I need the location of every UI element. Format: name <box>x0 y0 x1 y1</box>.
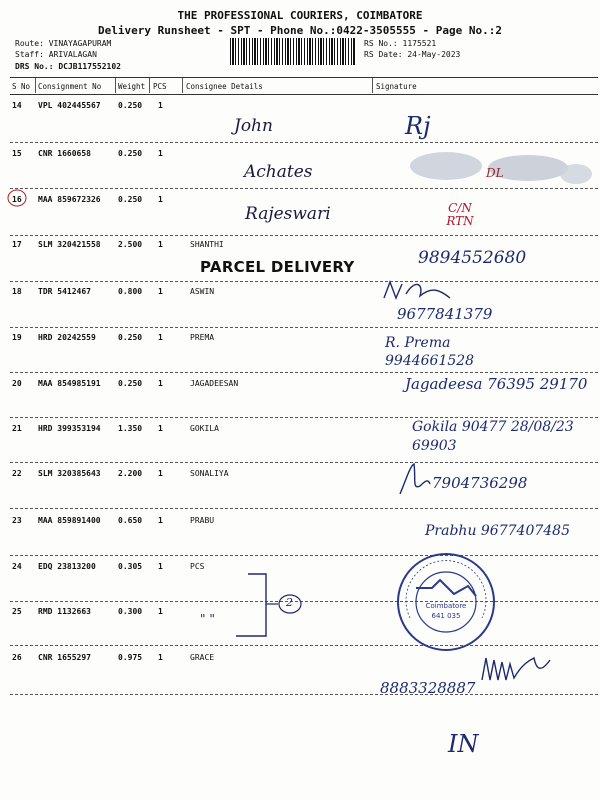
row-sno: 19 <box>12 333 22 342</box>
row-pcs: 1 <box>158 333 163 342</box>
row-sno: 18 <box>12 287 22 296</box>
row-pcs: 1 <box>158 424 163 433</box>
row-weight: 1.350 <box>118 424 143 433</box>
barcode <box>230 38 356 65</box>
row-divider <box>10 235 598 236</box>
signature-phone: R. Prema 9944661528 <box>385 335 475 369</box>
row-pcs: 1 <box>158 562 163 571</box>
col-consignee: Consignee Details <box>186 82 263 91</box>
page-initial-mark: IN <box>448 730 479 758</box>
row-divider <box>10 372 598 373</box>
signature-scrawl <box>394 460 434 500</box>
col-weight: Weight <box>118 82 146 91</box>
runsheet-subtitle: Delivery Runsheet - SPT - Phone No.:0422-3505555 - Page No.:2 <box>98 24 502 37</box>
col-divider <box>115 78 116 93</box>
row-pcs: 1 <box>158 195 163 204</box>
signature-phone: Gokila 90477 28/08/23 69903 <box>412 419 574 454</box>
row-divider <box>10 555 598 556</box>
row-sno: 15 <box>12 149 22 158</box>
row-consignment: HRD 20242559 <box>38 333 96 342</box>
row-consignment: CNR 1655297 <box>38 653 91 662</box>
row-consignment: RMD 1132663 <box>38 607 91 616</box>
row-pcs: 1 <box>158 469 163 478</box>
row-sno: 17 <box>12 240 22 249</box>
row-consignment: TDR 5412467 <box>38 287 91 296</box>
row-weight: 0.250 <box>118 195 143 204</box>
consignee-name: SHANTHI <box>190 240 224 249</box>
row-weight: 0.300 <box>118 607 143 616</box>
row-pcs: 1 <box>158 149 163 158</box>
row-divider <box>10 188 598 189</box>
col-consignment: Consignment No <box>38 82 102 91</box>
row-sno: 24 <box>12 562 22 571</box>
row-consignment: MAA 859891400 <box>38 516 101 525</box>
row-divider <box>10 142 598 143</box>
row-pcs: 1 <box>158 287 163 296</box>
signature-phone: 9677841379 <box>397 305 493 323</box>
row-weight: 0.250 <box>118 379 143 388</box>
table-top-rule <box>10 77 598 78</box>
signature-scrawl <box>380 276 460 306</box>
row-weight: 2.200 <box>118 469 143 478</box>
row-weight: 0.250 <box>118 333 143 342</box>
row-weight: 0.650 <box>118 516 143 525</box>
row-sno: 22 <box>12 469 22 478</box>
consignee-name: PREMA <box>190 333 215 342</box>
signature: Rj <box>405 112 431 140</box>
consignee-name: ASWIN <box>190 287 215 296</box>
row-consignment: MAA 854985191 <box>38 379 101 388</box>
col-sno: S No <box>12 82 31 91</box>
signature-scrawl <box>478 650 558 690</box>
row-pcs: 1 <box>158 516 163 525</box>
row-divider <box>10 462 598 463</box>
svg-text:Coimbatore: Coimbatore <box>425 602 467 610</box>
signature-phone: 7904736298 <box>432 474 528 492</box>
consignee-name: GOKILA <box>190 424 219 433</box>
row-divider <box>10 281 598 282</box>
row-sno: 26 <box>12 653 22 662</box>
row-consignment: MAA 859672326 <box>38 195 101 204</box>
row-pcs: 1 <box>158 653 163 662</box>
bracket-group-mark <box>228 570 314 642</box>
rs-number: RS No.: 1175521 <box>364 39 437 48</box>
company-title: THE PROFESSIONAL COURIERS, COIMBATORE <box>177 9 423 22</box>
signature-phone: 8883328887 <box>380 679 476 697</box>
row-sno: 25 <box>12 607 22 616</box>
row-divider <box>10 645 598 646</box>
handwritten-consignee: Achates <box>244 162 313 182</box>
col-divider <box>149 78 150 93</box>
table-bottom-rule <box>10 694 598 695</box>
consignee-name: PRABU <box>190 516 215 525</box>
consignee-name: SONALIYA <box>190 469 229 478</box>
col-divider <box>182 78 183 93</box>
row-consignment: HRD 399353194 <box>38 424 101 433</box>
handwritten-consignee: Rajeswari <box>245 204 331 224</box>
col-signature: Signature <box>376 82 417 91</box>
bracket-count: 2 <box>286 596 293 609</box>
row-pcs: 1 <box>158 607 163 616</box>
signature-phone: Jagadeesa 76395 29170 <box>405 375 588 393</box>
row-consignment: SLM 320421558 <box>38 240 101 249</box>
row-sno: 16 <box>12 195 22 204</box>
row-pcs: 1 <box>158 101 163 110</box>
signature-phone: 9894552680 <box>418 248 527 268</box>
handwritten-consignee: John <box>234 116 273 136</box>
staff-label: Staff: ARIVALAGAN <box>15 50 97 59</box>
row-pcs: 1 <box>158 240 163 249</box>
row-sno: 23 <box>12 516 22 525</box>
route-label: Route: VINAYAGAPURAM <box>15 39 112 48</box>
consignee-name: GRACE <box>190 653 215 662</box>
table-head-rule <box>10 94 598 95</box>
row-sno: 14 <box>12 101 22 110</box>
row-sno: 21 <box>12 424 22 433</box>
svg-text:641 035: 641 035 <box>431 612 461 620</box>
row-consignment: CNR 1660658 <box>38 149 91 158</box>
row-weight: 2.500 <box>118 240 143 249</box>
row-consignment: VPL 402445567 <box>38 101 101 110</box>
parcel-delivery-stamp: PARCEL DELIVERY <box>200 258 355 276</box>
col-divider <box>372 78 373 93</box>
rs-date: RS Date: 24-May-2023 <box>364 50 461 59</box>
row-pcs: 1 <box>158 379 163 388</box>
row-weight: 0.800 <box>118 287 143 296</box>
row-consignment: SLM 320385643 <box>38 469 101 478</box>
delivery-note: DL <box>486 166 504 180</box>
row-divider <box>10 508 598 509</box>
row-weight: 0.305 <box>118 562 143 571</box>
row-divider <box>10 327 598 328</box>
row-weight: 0.250 <box>118 149 143 158</box>
return-note: C/N RTN <box>446 201 474 228</box>
row-sno: 20 <box>12 379 22 388</box>
row-consignment: EDQ 23813200 <box>38 562 96 571</box>
consignee-name: PCS <box>190 562 205 571</box>
consignee-name: JAGADEESAN <box>190 379 239 388</box>
col-pcs: PCS <box>153 82 167 91</box>
row-weight: 0.975 <box>118 653 143 662</box>
col-divider <box>35 78 36 93</box>
drs-number: DRS No.: DCJB117552102 <box>15 62 121 71</box>
ditto-mark: " " <box>200 612 215 626</box>
company-seal <box>392 548 500 656</box>
row-weight: 0.250 <box>118 101 143 110</box>
signature-phone: Prabhu 9677407485 <box>425 523 570 539</box>
